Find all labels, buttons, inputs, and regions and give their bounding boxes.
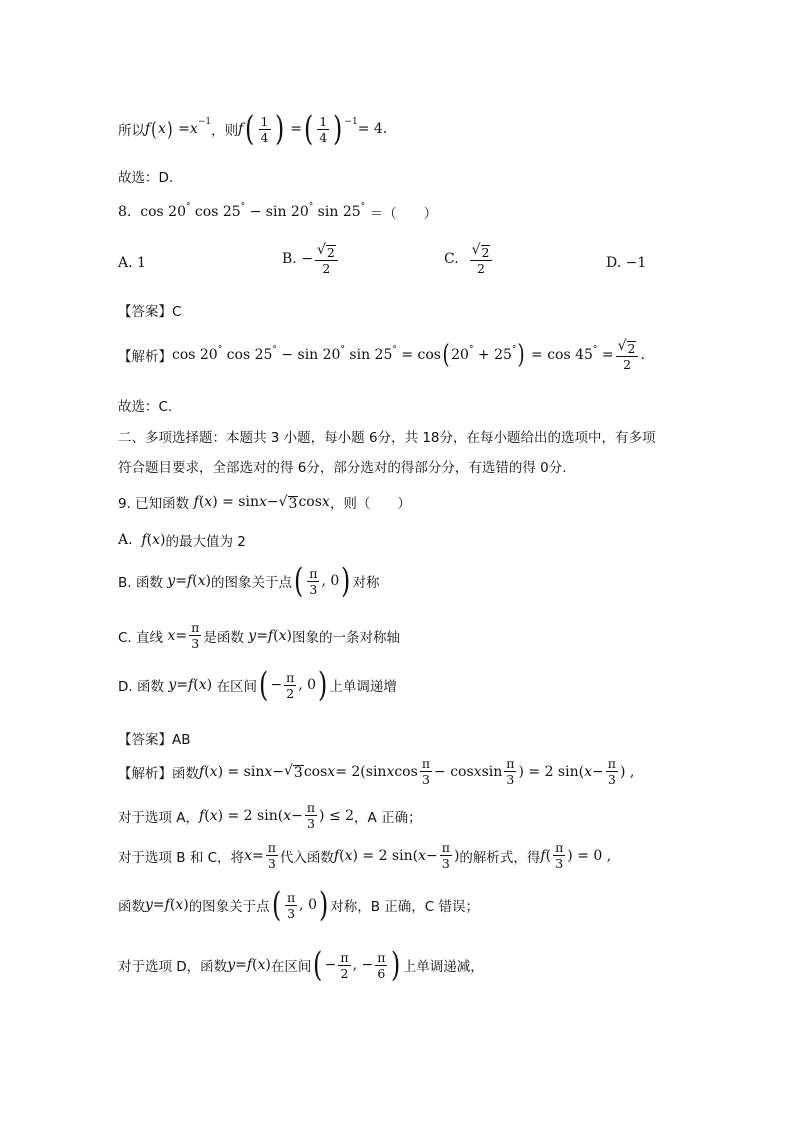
- q9-for-d-label: 对于选项 D，函数: [118, 959, 228, 975]
- q9-a-label: A.: [118, 532, 133, 548]
- q8-analysis-label: 【解析】: [118, 349, 172, 365]
- q8-answer: 【答案】C: [118, 304, 182, 320]
- q9-for-bc-label: 对于选项 B 和 C，将: [118, 849, 245, 866]
- q9-option-d: D. 函数 y = f ( x ) 在区间 ( − $\frac{\pi}{2}$ , 0 ) 上单调递增: [118, 665, 397, 705]
- q9-b-label: B. 函数: [118, 575, 163, 591]
- q9-number: 9. 已知函数: [118, 496, 190, 512]
- section2-line2: 符合题目要求，全部选对的得 6分，部分选对的得部分分，有选错的得 0分.: [118, 460, 567, 476]
- q9-a-text: 的最大值为 2: [165, 534, 246, 550]
- text-end: = 4.: [357, 121, 388, 137]
- q9-for-a: 对于选项 A， f ( x ) = 2 sin( x − $\frac{\pi}{3}$ ) ≤ 2 ，A 正确；: [118, 800, 422, 831]
- q9-b-end: 对称: [352, 575, 380, 591]
- q8-option-a: A. 1: [118, 255, 146, 271]
- q9-analysis: 【解析】函数 f ( x ) = sin x − √ 3 cos x = 2(sin x cos $\frac{\pi}{3}$ − cos x sin $\frac{\pi}{3}$ ) = 2 sin( x − $\frac{\pi}{3}$ ) ,: [118, 756, 635, 787]
- q9-for-d: 对于选项 D，函数 y = f ( x ) 在区间 ( − $\frac{\pi}{2}$ , − $\frac{\pi}{6}$ ) 上单调递减，: [118, 945, 484, 985]
- q9-for-a-label: 对于选项 A，: [118, 809, 200, 826]
- q9-d-label: D. 函数: [118, 679, 164, 695]
- q9-for-d-end: 上单调递减，: [402, 959, 484, 975]
- q9-for-d-mid: 在区间: [270, 959, 312, 975]
- text-prefix: 所以: [118, 123, 145, 139]
- q8-number: 8.: [118, 204, 132, 220]
- q8-analysis: 【解析】 cos 20° cos 25° − sin 20° sin 25° = cos ( 20° + 25° ) = cos 45° = √ 2 2 .: [118, 338, 645, 372]
- q9-c-end: 图象的一条对称轴: [291, 629, 400, 646]
- q9-b-mid: 的图象关于点: [210, 575, 292, 591]
- q9-for-bc-mid2: 的解析式，得: [459, 849, 541, 866]
- q8-option-c-label: C.: [444, 251, 459, 267]
- q9-option-c: C. 直线 x = $\frac{\pi}{3}$ 是函数 y = f ( x ) 图象的一条对称轴: [118, 620, 400, 651]
- q9-c-mid: 是函数: [203, 629, 244, 646]
- q9-func-symmetry: 函数 y = f ( x ) 的图象关于点 ( $\frac{\pi}{3}$ , 0 ) 对称，B 正确，C 错误；: [118, 885, 480, 925]
- q9-for-bc-mid: 代入函数: [279, 849, 334, 866]
- question-8: 8. cos 20° cos 25° − sin 20° sin 25° ＝（ ）: [118, 202, 438, 222]
- section2-line1: 二、多项选择题：本题共 3 小题，每小题 6分，共 18分，在每小题给出的选项中，有多项: [118, 430, 656, 446]
- q9-d-mid: 在区间: [216, 679, 258, 695]
- q8-option-b: B. − √ 2 2: [282, 242, 340, 276]
- q9-func-label: 函数: [118, 899, 145, 915]
- q9-for-a-end: ，A 正确；: [354, 809, 422, 826]
- q9-for-bc: 对于选项 B 和 C，将 x = $\frac{\pi}{3}$ 代入函数 f ( x ) = 2 sin( x − $\frac{\pi}{3}$ ) 的解析式，得 f ( $\frac{\pi}{3}$ ) = 0 ,: [118, 840, 612, 871]
- q9-func-mid: 的图象关于点: [188, 899, 270, 915]
- q9-d-end: 上单调递增: [329, 679, 397, 695]
- choose-d: 故选：D.: [118, 170, 174, 186]
- text-mid: ，则: [211, 123, 239, 139]
- q8-option-d: D. −1: [606, 255, 647, 271]
- q9-analysis-label: 【解析】函数: [118, 765, 199, 782]
- q8-option-b-label: B.: [282, 251, 297, 267]
- q9-option-a: A. f ( x ) 的最大值为 2: [118, 532, 246, 550]
- q9-answer: 【答案】AB: [118, 732, 191, 748]
- q8-paren: ＝（ ）: [369, 206, 438, 222]
- q8-option-c: C. √ 2 2: [444, 242, 494, 276]
- q9-end: ，则（ ）: [329, 496, 411, 512]
- solution-line-power: 所以 f ( x ) = x −1 ，则 f ( $\frac{1}{4}$ ) = ( $\frac{1}{4}$ ) −1 = 4.: [118, 109, 388, 149]
- q9-c-label: C. 直线: [118, 629, 164, 646]
- question-9: 9. 已知函数 f ( x ) = sin x − √ 3 cos x ，则（ ）: [118, 493, 411, 512]
- q9-option-b: B. 函数 y = f ( x ) 的图象关于点 ( $\frac{\pi}{3}$ , 0 ) 对称: [118, 561, 380, 601]
- q9-func-end: 对称，B 正确，C 错误；: [330, 899, 480, 915]
- q8-choose: 故选：C.: [118, 399, 173, 415]
